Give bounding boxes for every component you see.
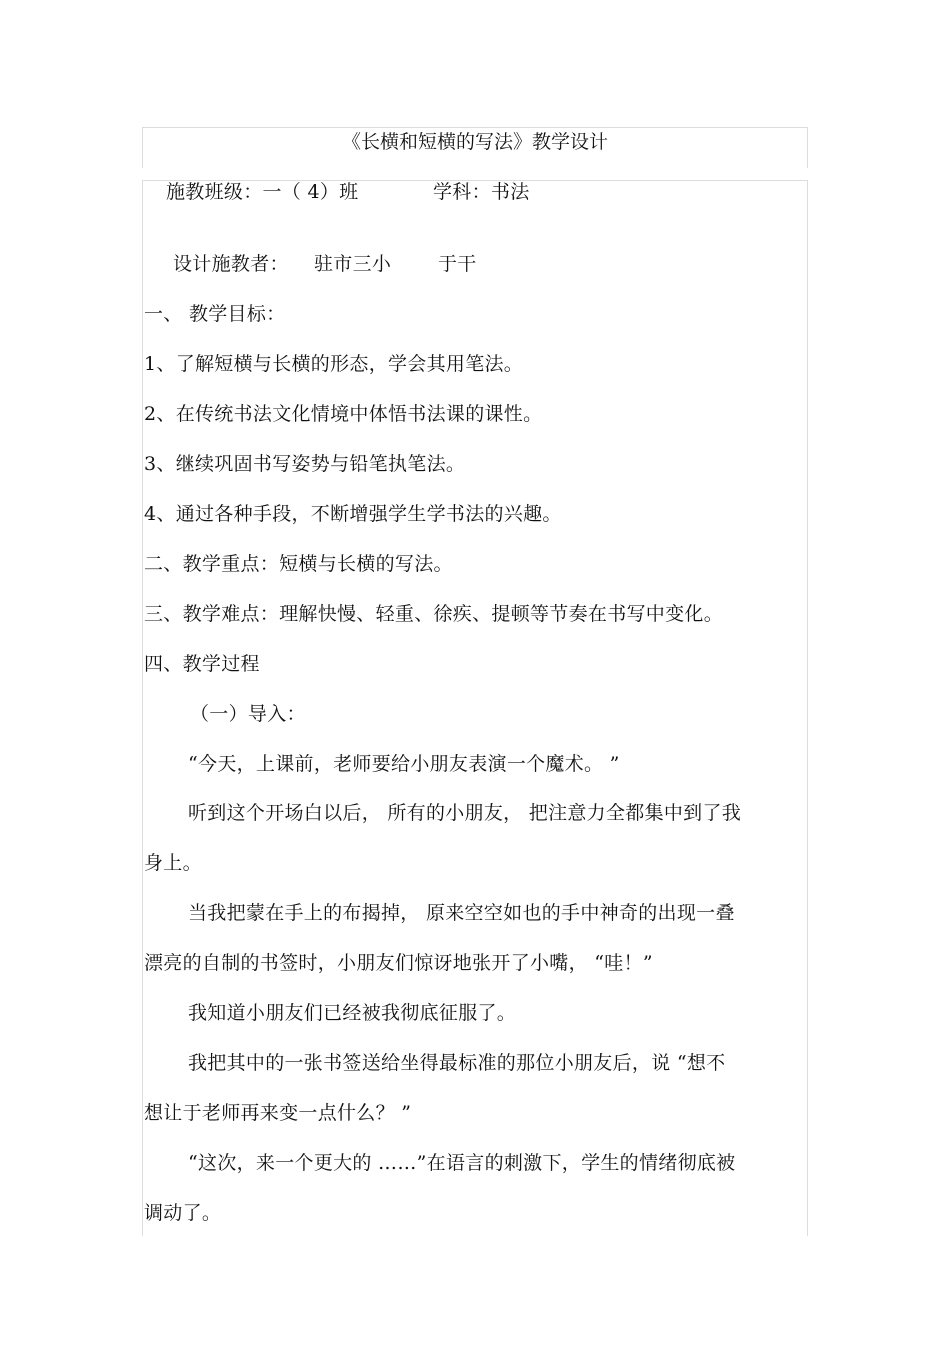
designer-label: 设计施教者： bbox=[173, 253, 289, 275]
paragraph-5-line-1: 我把其中的一张书签送给坐得最标准的那位小朋友后，说 “想不 bbox=[188, 1052, 726, 1074]
objective-item: 4、通过各种手段，不断增强学生学书法的兴趣。 bbox=[144, 503, 562, 525]
intro-heading: （一）导入： bbox=[190, 703, 306, 725]
paragraph-1: “今天，上课前，老师要给小朋友表演一个魔术。 ” bbox=[188, 753, 620, 775]
paragraph-4: 我知道小朋友们已经被我彻底征服了。 bbox=[188, 1002, 517, 1024]
paragraph-2-line-2: 身上。 bbox=[144, 852, 202, 874]
paragraph-6-line-1: “这次，来一个更大的 ……”在语言的刺激下，学生的情绪彻底被 bbox=[188, 1152, 736, 1174]
paragraph-6-line-2: 调动了。 bbox=[144, 1202, 222, 1224]
objectives-heading: 一、 教学目标： bbox=[144, 303, 286, 325]
paragraph-3-line-1: 当我把蒙在手上的布揭掉， 原来空空如也的手中神奇的出现一叠 bbox=[188, 902, 735, 924]
key-point: 二、教学重点：短横与长横的写法。 bbox=[144, 553, 453, 575]
objective-item: 3、继续巩固书写姿势与铅笔执笔法。 bbox=[144, 453, 466, 475]
designer-name: 于干 bbox=[438, 253, 477, 275]
designer-school: 驻市三小 bbox=[314, 253, 392, 275]
subject-line: 学科：书法 bbox=[433, 181, 530, 203]
process-heading: 四、教学过程 bbox=[144, 653, 260, 675]
difficulty: 三、教学难点：理解快慢、轻重、徐疾、提顿等节奏在书写中变化。 bbox=[144, 603, 724, 625]
class-line: 施教班级：一（ 4）班 bbox=[166, 181, 359, 203]
objective-item: 1、了解短横与长横的形态，学会其用笔法。 bbox=[144, 353, 524, 375]
objective-item: 2、在传统书法文化情境中体悟书法课的课性。 bbox=[144, 403, 543, 425]
document-title: 《长横和短横的写法》教学设计 bbox=[341, 131, 608, 153]
paragraph-2-line-1: 听到这个开场白以后， 所有的小朋友， 把注意力全都集中到了我 bbox=[188, 802, 742, 824]
paragraph-5-line-2: 想让于老师再来变一点什么？ ” bbox=[144, 1102, 412, 1124]
paragraph-3-line-2: 漂亮的自制的书签时，小朋友们惊讶地张开了小嘴， “哇！” bbox=[144, 952, 653, 974]
